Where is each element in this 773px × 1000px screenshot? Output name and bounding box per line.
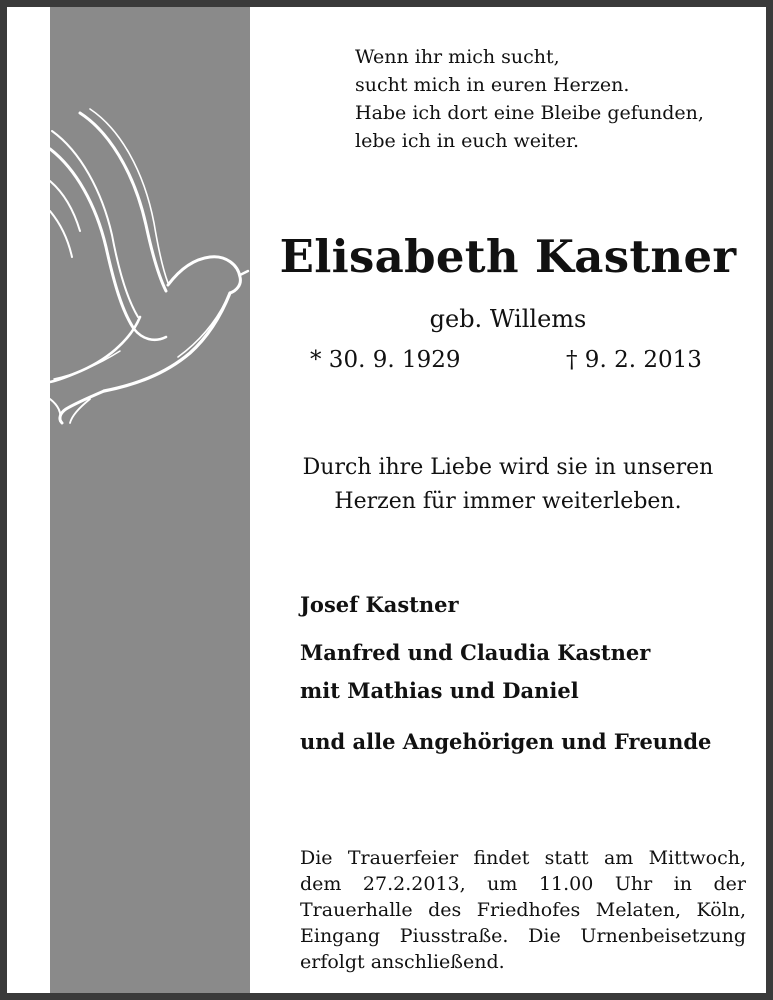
poem [355, 43, 704, 155]
quote-line: Durch ihre Liebe wird sie in unseren [302, 455, 714, 480]
birth-date: * 30. 9. 1929 [310, 347, 461, 373]
service-line: Eingang Piusstraße. Die Urnenbeisetzung [300, 925, 746, 947]
dove-icon [50, 107, 250, 437]
poem-line: sucht mich in euren Herzen. [355, 74, 630, 96]
service-line: dem 27.2.2013, um 11.00 Uhr in der [300, 873, 746, 895]
maiden-name: geb. Willems [429, 305, 587, 333]
poem-line: Habe ich dort eine Bleibe gefunden, [355, 102, 704, 124]
mourner-line: mit Mathias und Daniel [300, 678, 579, 703]
mourner-line: Josef Kastner [300, 592, 459, 617]
mourner-line: und alle Angehörigen und Freunde [300, 729, 712, 754]
mourner-line: Manfred und Claudia Kastner [300, 640, 651, 665]
service-line: Trauerhalle des Friedhofes Melaten, Köln, [300, 899, 746, 921]
poem-line: lebe ich in euch weiter. [355, 130, 580, 152]
funeral-service-info [300, 845, 746, 975]
quote-line: Herzen für immer weiterleben. [334, 489, 682, 514]
death-date: † 9. 2. 2013 [566, 347, 702, 373]
service-line: Die Trauerfeier findet statt am Mittwoch, [300, 847, 746, 869]
notice-content [250, 7, 766, 997]
deceased-name: Elisabeth Kastner [279, 230, 737, 283]
poem-line: Wenn ihr mich sucht, [355, 46, 560, 68]
service-line: erfolgt anschließend. [300, 951, 505, 973]
memorial-quote [250, 451, 766, 519]
